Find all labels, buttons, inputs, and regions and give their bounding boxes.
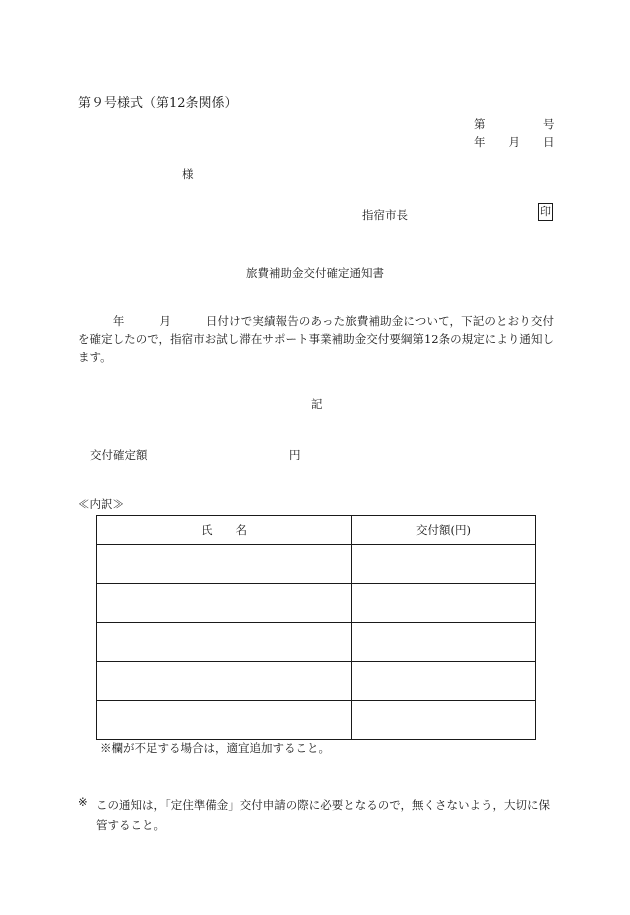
seal-mark: 印 — [538, 203, 553, 221]
addressee-suffix: 様 — [182, 167, 194, 181]
table-row — [97, 701, 536, 740]
sender-name: 指宿市長 — [362, 208, 408, 222]
name-cell[interactable] — [97, 701, 352, 740]
breakdown-heading: ≪内訳≫ — [78, 497, 124, 511]
table-header-row — [97, 516, 536, 545]
table-row — [97, 662, 536, 701]
amount-cell[interactable] — [352, 584, 536, 623]
table-row — [97, 545, 536, 584]
amount-cell[interactable] — [352, 701, 536, 740]
table-row — [97, 623, 536, 662]
notice-mark: ※ — [78, 795, 88, 809]
name-cell[interactable] — [97, 623, 352, 662]
date-line: 年 月 日 — [474, 135, 555, 149]
name-cell[interactable] — [97, 662, 352, 701]
breakdown-table — [96, 515, 536, 740]
table-row — [97, 584, 536, 623]
amount-cell[interactable] — [352, 623, 536, 662]
amount-unit: 円 — [289, 448, 301, 462]
column-header-amount: 交付額(円) — [352, 516, 536, 545]
amount-cell[interactable] — [352, 662, 536, 701]
body-paragraph: 年 月 日付けで実績報告のあった旅費補助金について，下記のとおり交付を確定したので，指宿市お試し滞在サポート事業補助金交付要綱第12条の規定により通知します。 — [78, 314, 554, 364]
record-mark: 記 — [311, 397, 323, 411]
notice-text: この通知は，「定住準備金」交付申請の際に必要となるので，無くさないよう，大切に保管すること。 — [96, 798, 551, 832]
name-cell[interactable] — [97, 584, 352, 623]
form-number: 第９号様式（第12条関係） — [78, 96, 238, 111]
document-title: 旅費補助金交付確定通知書 — [246, 266, 384, 280]
amount-label: 交付確定額 — [90, 448, 148, 462]
column-header-name: 氏 名 — [97, 516, 352, 545]
name-cell[interactable] — [97, 545, 352, 584]
document-number-line: 第 号 — [474, 117, 555, 131]
amount-cell[interactable] — [352, 545, 536, 584]
table-footnote: ※欄が不足する場合は，適宜追加すること。 — [100, 741, 330, 755]
